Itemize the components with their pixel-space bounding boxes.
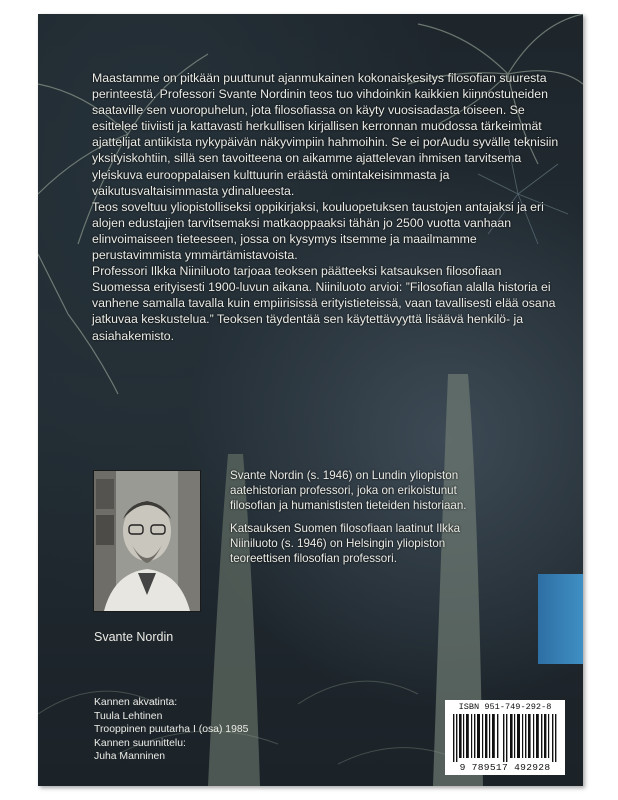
- bio-paragraph: Svante Nordin (s. 1946) on Lundin yliopiston aatehistorian professori, joka on erikoistunut filosofian ja humanististen tieteiden historiaan.: [230, 469, 467, 512]
- author-photo-caption: Svante Nordin: [94, 630, 174, 644]
- isbn-number: ISBN 951-749-292-8: [458, 702, 552, 712]
- bio-paragraph: Katsauksen Suomen filosofiaan laatinut Ilkka Niiniluoto (s. 1946) on Helsingin yliopiston teoreettisen filosofian professori.: [230, 522, 461, 565]
- blue-pool-area: [538, 574, 583, 664]
- credit-line: Tuula Lehtinen: [94, 710, 163, 722]
- back-cover: [38, 14, 583, 786]
- barcode-icon: [453, 714, 557, 762]
- barcode-box: [445, 700, 565, 775]
- blurb-paragraph: Professori Ilkka Niiniluoto tarjoaa teoksen päätteeksi katsauksen filosofiaan Suomessa erityisesti 1900-luvun aikana. Niiniluoto arvioi: ”Filosofian alalla historia ei vanhene samalla tavalla kuin empiirisissä erityistieteissä, vaan tavallisesti elää osana jatkuvaa keskustelua.” Teoksen täydentää sen käytettävyyttä lisäävä henkilö- ja asiahakemisto.: [92, 264, 556, 343]
- credit-line: Trooppinen puutarha I (osa) 1985: [94, 724, 249, 736]
- credit-line: Kannen akvatinta:: [94, 697, 178, 708]
- author-photo: [93, 470, 201, 612]
- blurb-paragraph: Teos soveltuu yliopistolliseksi oppikirjaksi, kouluopetuksen taustojen antajaksi ja eri alojen edustajien tarvitsemaksi matkaoppaaksi tähän jo 2500 vuotta vanhaan elinvoimaiseen tieteeseen, jossa on kysymys itsemme ja maailmamme perustavimmista ymmärtämistavoista.: [92, 199, 544, 263]
- credit-line: Juha Manninen: [94, 751, 166, 763]
- ean-number: 9 789517 492928: [459, 762, 551, 773]
- credit-line: Kannen suunnittelu:: [94, 737, 186, 749]
- blurb-paragraph: Maastamme on pitkään puuttunut ajanmukainen kokonaiskesitys filosofian suuresta perinteestä. Professori Svante Nordinin teos tuo vihdoinkin kaikkien kiinnostuneiden saataville sen vuoropuhelun, jota filosofiassa on käyty vuosisadasta toiseen. Se esittelee tiiviisti ja kattavasti herkullisen kirjallisen kerronnan muodossa tärkeimmät ajattelijat antiikista nykypäivän näkyvimpiin hahmoihin. Se ei porAudu syvälle teknisiin yksityiskohtiin, sillä sen tavoitteena on aikamme ajattelevan ihmisen tarvitsema yleiskuva eurooppalaisen kulttuurin eräästä omintakeisimmasta ja vaikutusvaltaisimmasta ydinalueesta.: [92, 71, 559, 198]
- cover-credits: [94, 696, 248, 764]
- author-bio: [230, 468, 470, 574]
- author-portrait-image: [94, 471, 200, 611]
- back-cover-blurb: [92, 70, 562, 344]
